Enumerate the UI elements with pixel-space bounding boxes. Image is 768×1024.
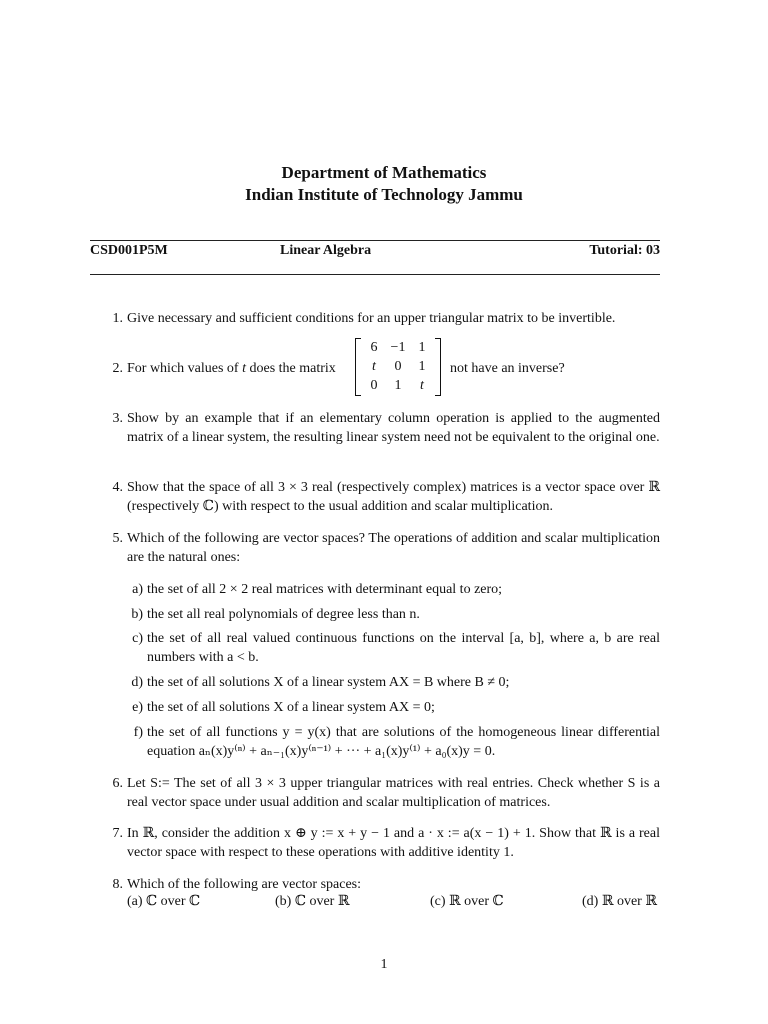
- matrix-cell: −1: [390, 340, 406, 355]
- question-text: Which of the following are vector spaces:: [127, 877, 362, 892]
- course-code: CSD001P5M: [90, 243, 168, 258]
- matrix-cell: 6: [370, 340, 378, 355]
- question-5-part-b: b) the set all real polynomials of degree less than n.: [131, 607, 420, 622]
- question-5-part-a: a) the set of all 2 × 2 real matrices with determinant equal to zero;: [132, 582, 503, 597]
- option-d: (d) ℝ over ℝ: [582, 894, 657, 909]
- question-text: In ℝ, consider the addition x ⊕ y := x + y − 1 and a · x := a(x − 1) + 1. Show that ℝ is a real vector space with respect to these operations with additive identity 1.: [127, 826, 660, 860]
- question-text: Give necessary and sufficient conditions for an upper triangular matrix to be invertible.: [127, 311, 616, 326]
- question-text-mid: does the matrix: [249, 361, 336, 376]
- bottom-rule: [90, 274, 660, 275]
- question-5-part-c: c) the set of all real valued continuous functions on the interval [a, b], where a, b are real numbers with a < b.: [132, 631, 660, 665]
- matrix-cell: 0: [370, 378, 378, 393]
- matrix-cell: 0: [394, 359, 402, 374]
- matrix-cell: t: [420, 378, 424, 393]
- question-7: 7. In ℝ, consider the addition x ⊕ y := x + y − 1 and a · x := a(x − 1) + 1. Show that ℝ is a real vector space with respect to these operations with additive identity 1.: [112, 826, 660, 860]
- option-a: (a) ℂ over ℂ: [127, 894, 201, 909]
- question-5-part-e: e) the set of all solutions X of a linear system AX = 0;: [132, 700, 435, 715]
- question-5-part-f: f) the set of all functions y = y(x) that are solutions of the homogeneous linear differential equation aₙ(x)y⁽ⁿ⁾ + aₙ₋₁(x)y⁽ⁿ⁻¹⁾ + ··· + a₁(x)y⁽¹⁾ + a₀(x)y = 0.: [133, 725, 660, 759]
- document-header: [0, 162, 768, 206]
- right-bracket: [435, 338, 441, 396]
- variable-t: t: [242, 361, 246, 376]
- institute-title: Indian Institute of Technology Jammu: [245, 185, 523, 204]
- question-2-tail: [450, 359, 660, 378]
- question-3: 3. Show by an example that if an elementary column operation is applied to the augmented matrix of a linear system, the resulting linear system need not be equivalent to the original one.: [112, 411, 660, 445]
- matrix-cell: t: [372, 359, 376, 374]
- page-number: 1: [380, 957, 388, 972]
- question-8: 8. Which of the following are vector spaces:: [105, 875, 660, 894]
- question-2: 2. For which values of t does the matrix: [112, 361, 336, 376]
- matrix-cell: 1: [418, 340, 426, 355]
- left-bracket: [355, 338, 361, 396]
- question-5-part-d: d) the set of all solutions X of a linear system AX = B where B ≠ 0;: [131, 675, 510, 690]
- option-b: (b) ℂ over ℝ: [275, 894, 350, 909]
- question-1: 1. Give necessary and sufficient conditions for an upper triangular matrix to be invertible.: [105, 309, 660, 328]
- option-c: (c) ℝ over ℂ: [430, 894, 504, 909]
- question-5: 5. Which of the following are vector spaces? The operations of addition and scalar multiplication are the natural ones:: [112, 531, 660, 565]
- question-6: 6. Let S:= The set of all 3 × 3 upper triangular matrices with real entries. Check whether S is a real vector space under usual addition and scalar multiplication of matrices.: [112, 776, 660, 810]
- question-text: Show by an example that if an elementary column operation is applied to the augmented matrix of a linear system, the resulting linear system need not be equivalent to the original one.: [127, 411, 660, 445]
- question-text: Which of the following are vector spaces? The operations of addition and scalar multiplication are the natural ones:: [127, 531, 660, 565]
- matrix: [355, 338, 441, 396]
- question-text: Let S:= The set of all 3 × 3 upper triangular matrices with real entries. Check whether S is a real vector space under usual addition and scalar multiplication of matrices.: [127, 776, 660, 810]
- matrix-cell: 1: [418, 359, 426, 374]
- top-rule: [90, 240, 660, 241]
- question-text-after: not have an inverse?: [450, 361, 565, 376]
- department-title: Department of Mathematics: [281, 163, 487, 182]
- question-text-before: For which values of: [127, 361, 239, 376]
- question-text: Show that the space of all 3 × 3 real (respectively complex) matrices is a vector space over ℝ (respectively ℂ) with respect to the usual addition and scalar multiplication.: [127, 480, 660, 514]
- tutorial-number: Tutorial: 03: [589, 243, 660, 258]
- question-4: 4. Show that the space of all 3 × 3 real (respectively complex) matrices is a vector space over ℝ (respectively ℂ) with respect to the usual addition and scalar multiplication.: [112, 480, 660, 514]
- matrix-cell: 1: [394, 378, 402, 393]
- course-subject: Linear Algebra: [280, 243, 372, 258]
